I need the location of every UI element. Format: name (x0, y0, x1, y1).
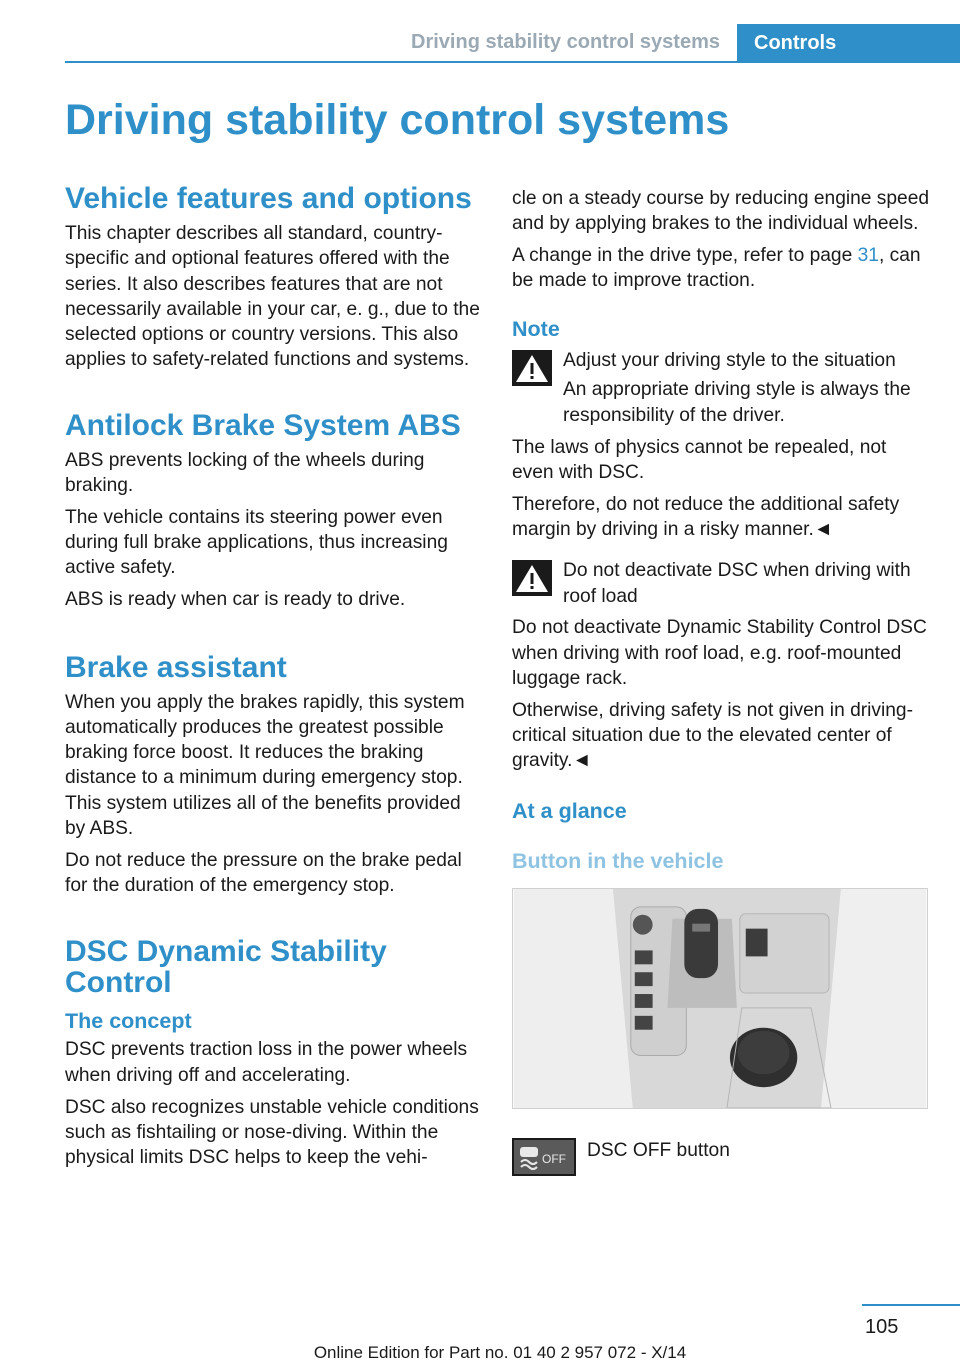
page-number: 105 (865, 1316, 899, 1338)
brake-assistant-heading: Brake assistant (65, 650, 287, 684)
warning-driving-style-text-2: The laws of physics cannot be repealed, not even with DSC. (512, 436, 887, 483)
abs-heading: Antilock Brake System ABS (65, 408, 461, 442)
warning-roof-load-text-2: Otherwise, driving safety is not given in driving-critical situation due to the elevated center of gravity.◄ (512, 699, 913, 772)
vehicle-features-heading: Vehicle features and options (65, 182, 472, 215)
abs-text-1: ABS prevents locking of the wheels during braking. (65, 449, 425, 497)
warning-driving-style-title: Adjust your driving style to the situation (563, 349, 896, 371)
button-in-vehicle-heading: Button in the vehicle (512, 848, 724, 873)
page-title: Driving stability control systems (65, 96, 730, 144)
warning-triangle-icon (512, 350, 552, 386)
edition-footer: Online Edition for Part no. 01 40 2 957 072 - X/14 (313, 1343, 687, 1362)
running-header-tab: Controls (737, 24, 960, 63)
dsc-off-button-icon (512, 1138, 576, 1176)
warning-driving-style-text-1: An appropriate driving style is always the responsibility of the driver. (563, 379, 911, 426)
note-heading: Note (512, 316, 560, 341)
left-column (65, 182, 483, 1177)
footer-rule (862, 1304, 960, 1306)
warning-roof-load-text-1: Do not deactivate Dynamic Stability Control DSC when driving with roof load, e.g. roof-mounted luggage rack. (512, 617, 927, 689)
warning-driving-style-text-3: Therefore, do not reduce the additional safety margin by driving in a risky manner.◄ (512, 493, 900, 540)
vehicle-features-text: This chapter describes all standard, country-specific and optional features offered with the series. It also describes features that are not necessarily available in your car, e. g., due to the selected options or country versions. This also applies to safety-related functions and systems. (65, 223, 480, 371)
header-rule (65, 61, 960, 63)
brake-assistant-text-1: When you apply the brakes rapidly, this system automatically produces the greatest possible braking force boost. It reduces the braking distance to a minimum during emergency stop. This system utilizes all of the benefits provided by ABS. (65, 691, 465, 840)
at-a-glance-heading: At a glance (512, 798, 627, 823)
center-console-photo (512, 888, 928, 1109)
running-header-section: Driving stability control systems (411, 31, 720, 53)
right-column (512, 186, 932, 1178)
dsc-concept-text-1: DSC prevents traction loss in the power wheels when driving off and accelerating. (65, 1039, 468, 1086)
dsc-off-button-label: DSC OFF button (587, 1139, 730, 1161)
dsc-off-legend (512, 1138, 932, 1178)
warning-roof-load (512, 558, 932, 609)
warning-triangle-icon (512, 560, 552, 596)
warning-driving-style (512, 348, 932, 428)
dsc-icon-text: OFF (542, 1151, 566, 1166)
drive-type-text-pre: A change in the drive type, refer to page (512, 245, 858, 267)
drive-type-text-post: , can be made to improve traction. (512, 245, 921, 292)
dsc-continued-text: cle on a steady course by reducing engine speed and by applying brakes to the individual wheels. (512, 188, 930, 235)
warning-roof-load-title: Do not deactivate DSC when driving with roof load (563, 560, 911, 607)
abs-text-2: The vehicle contains its steering power even during full brake applications, thus increasing active safety. (65, 506, 448, 579)
drive-type-text (512, 243, 932, 294)
dsc-concept-text-2: DSC also recognizes unstable vehicle conditions such as fishtailing or nose-diving. Within the physical limits DSC helps to keep the vehi- (65, 1096, 479, 1169)
brake-assistant-text-2: Do not reduce the pressure on the brake pedal for the duration of the emergency stop. (65, 849, 462, 897)
concept-heading: The concept (65, 1009, 192, 1034)
page-31-link[interactable]: 31 (857, 245, 879, 267)
abs-text-3: ABS is ready when car is ready to drive. (65, 589, 406, 611)
dsc-heading: DSC Dynamic Stability Control (65, 935, 387, 1000)
